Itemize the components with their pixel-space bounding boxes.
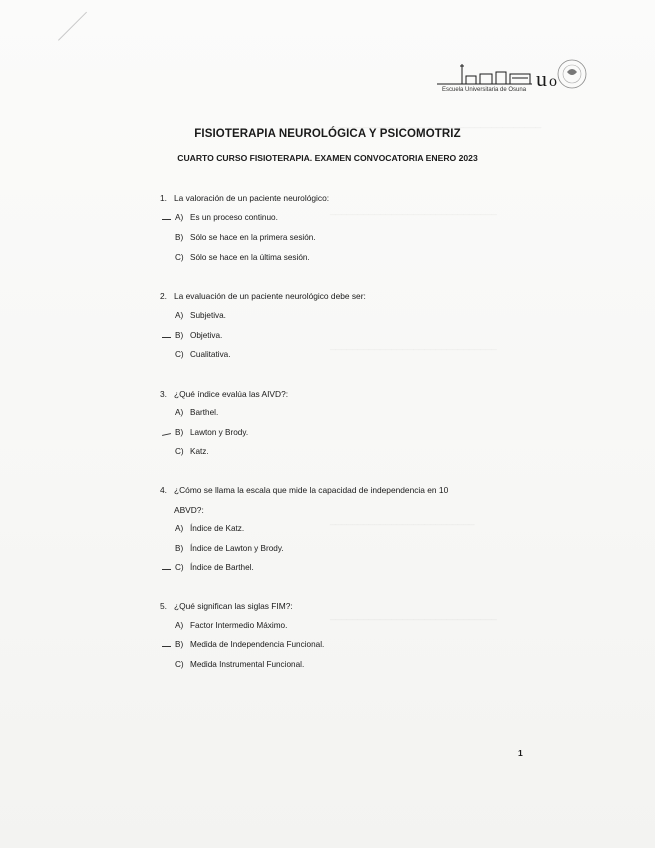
option-letter: A) xyxy=(175,408,184,417)
option-text: Cualitativa. xyxy=(190,350,231,359)
option-text: Lawton y Brody. xyxy=(190,428,249,437)
option-text: Barthel. xyxy=(190,408,219,417)
option-letter: C) xyxy=(175,447,184,456)
option-text: Factor Intermedio Máximo. xyxy=(190,621,288,630)
option-letter: C) xyxy=(175,253,184,262)
option-letter: B) xyxy=(175,331,184,340)
show-through-text: ______________________________ xyxy=(330,340,497,351)
option-letter: B) xyxy=(175,544,184,553)
question-text: ¿Cómo se llama la escala que mide la capacidad de independencia en 10 xyxy=(174,485,449,495)
question-text-continued: ABVD?: xyxy=(174,505,204,515)
option-letter: A) xyxy=(175,524,184,533)
exam-subtitle: CUARTO CURSO FISIOTERAPIA. EXAMEN CONVOCATORIA ENERO 2023 xyxy=(177,153,478,163)
question-text: La valoración de un paciente neurológico: xyxy=(174,193,330,203)
option-letter: B) xyxy=(175,640,184,649)
question-number: 5. xyxy=(160,601,167,611)
show-through-text: ______________________________ xyxy=(330,205,497,216)
question-number: 2. xyxy=(160,291,167,301)
show-through-text: __________________________ xyxy=(330,515,475,526)
question-text: ¿Qué significan las siglas FIM?: xyxy=(174,601,293,611)
page-corner-fold xyxy=(58,12,115,69)
option-text: Índice de Barthel. xyxy=(190,563,254,572)
option-text: Medida Instrumental Funcional. xyxy=(190,660,305,669)
answer-mark xyxy=(162,569,171,570)
question-4-continued xyxy=(174,505,204,515)
option-text: Katz. xyxy=(190,447,209,456)
option-letter: C) xyxy=(175,350,184,359)
option-letter: B) xyxy=(175,428,184,437)
svg-text:o: o xyxy=(549,73,557,90)
option-letter: A) xyxy=(175,311,184,320)
answer-mark xyxy=(162,219,171,220)
question-number: 4. xyxy=(160,485,167,495)
answer-mark xyxy=(162,646,171,647)
option-letter: A) xyxy=(175,213,184,222)
question-text: ¿Qué índice evalúa las AIVD?: xyxy=(174,389,289,399)
option-text: Objetiva. xyxy=(190,331,223,340)
exam-title: FISIOTERAPIA NEUROLÓGICA Y PSICOMOTRIZ xyxy=(194,128,461,140)
option-text: Es un proceso continuo. xyxy=(190,213,278,222)
show-through-text: ______________________________________ xyxy=(330,118,542,129)
option-text: Sólo se hace en la última sesión. xyxy=(190,253,310,262)
option-text: Sólo se hace en la primera sesión. xyxy=(190,233,316,242)
question-number: 3. xyxy=(160,389,167,399)
svg-text:u: u xyxy=(536,66,547,91)
option-text: Índice de Lawton y Brody. xyxy=(190,544,284,553)
option-text: Índice de Katz. xyxy=(190,524,245,533)
option-letter: B) xyxy=(175,233,184,242)
show-through-text: ______________________________ xyxy=(330,610,497,621)
page-number: 1 xyxy=(518,748,523,758)
question-text: La evaluación de un paciente neurológico debe ser: xyxy=(174,291,366,301)
option-text: Subjetiva. xyxy=(190,311,226,320)
option-letter: A) xyxy=(175,621,184,630)
option-text: Medida de Independencia Funcional. xyxy=(190,640,325,649)
option-letter: C) xyxy=(175,563,184,572)
option-letter: C) xyxy=(175,660,184,669)
answer-mark xyxy=(162,337,171,338)
logo-caption: Escuela Universitaria de Osuna xyxy=(442,87,527,93)
answer-mark xyxy=(162,433,171,436)
question-number: 1. xyxy=(160,193,167,203)
